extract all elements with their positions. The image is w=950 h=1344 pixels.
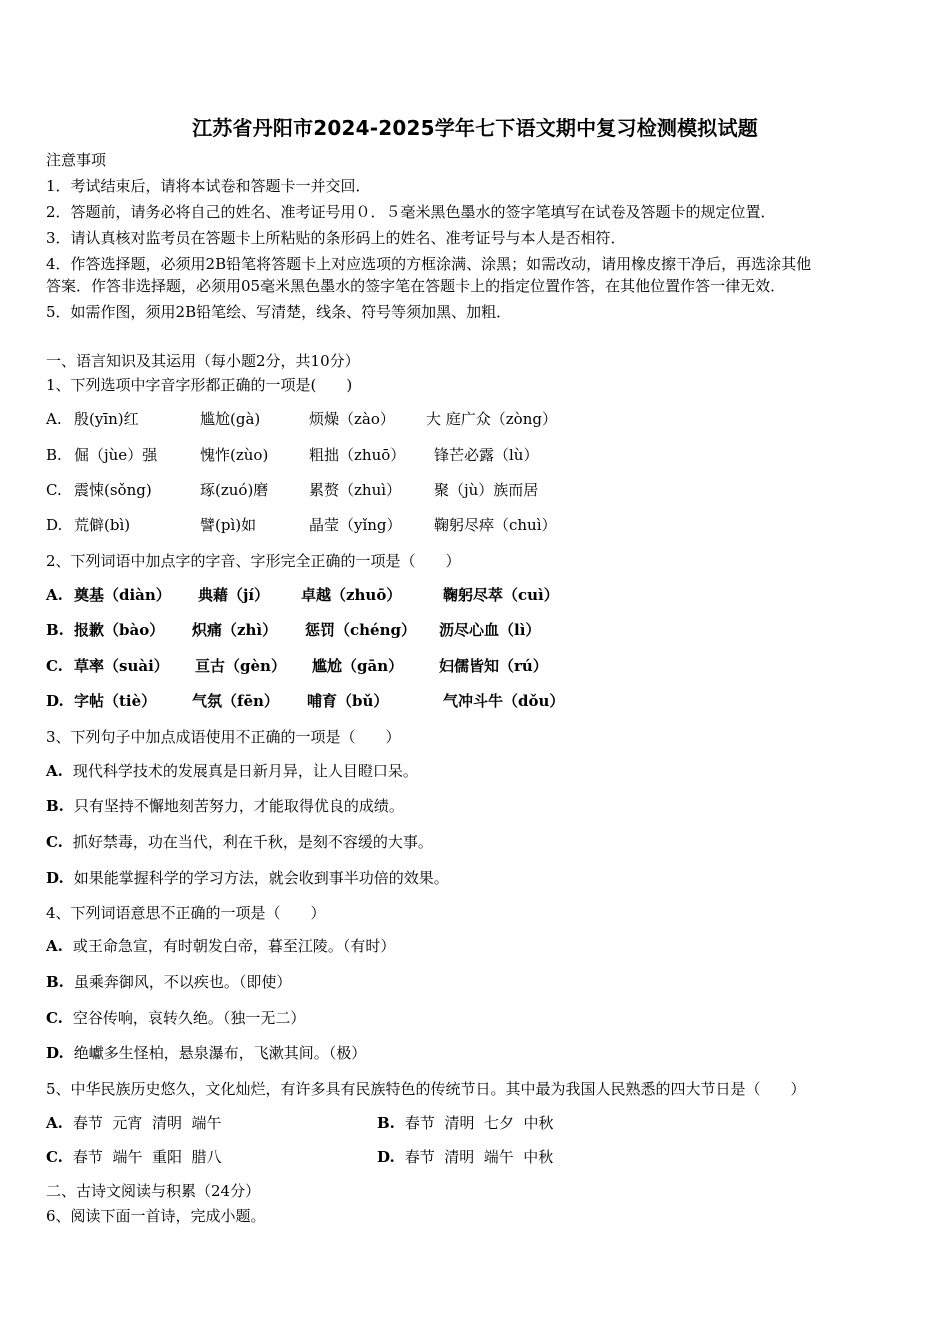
option-word: 亘古（gèn）	[195, 657, 286, 675]
note-item: 答案．作答非选择题，必须用05毫米黑色墨水的签字笔在答题卡上的指定位置作答，在其他位置作答一律无效．	[46, 277, 786, 295]
option-word: 譬(pì)如	[200, 516, 257, 534]
option-text: 或王命急宣，有时朝发白帝，暮至江陵。（有时）	[72, 937, 396, 955]
option-label: B.	[46, 797, 64, 815]
option-text: 只有坚持不懈地刻苦努力，才能取得优良的成绩。	[73, 797, 404, 815]
option-label: D.	[46, 1044, 64, 1062]
option-row	[46, 868, 449, 888]
option-word: 倔（jùe）强	[74, 446, 158, 464]
option-text: 如果能掌握科学的学习方法，就会收到事半功倍的效果。	[73, 869, 449, 887]
question-2-stem: 2、下列词语中加点字的字音、字形完全正确的一项是（ ）	[46, 552, 461, 570]
option-word: 妇儒皆知（rú）	[439, 657, 548, 675]
option-word: 鞠躬尽萃（cuì）	[443, 586, 559, 604]
option-label: A.	[46, 937, 63, 955]
notes-heading: 注意事项	[46, 151, 107, 169]
option-label: B.	[46, 446, 62, 464]
question-1-stem: 1、下列选项中字音字形都正确的一项是( )	[46, 376, 353, 394]
option-row	[46, 796, 404, 816]
option-row	[46, 761, 418, 781]
option-word: 奠基（diàn）	[74, 586, 171, 604]
option-label: C.	[46, 1009, 63, 1027]
option-text: 绝巘多生怪柏，悬泉瀑布，飞漱其间。（极）	[73, 1044, 367, 1062]
option-text: 春节 清明 端午 中秋	[404, 1148, 554, 1166]
option-word: 聚（jù）族而居	[434, 481, 539, 499]
option-text: 现代科学技术的发展真是日新月异，让人目瞪口呆。	[72, 762, 418, 780]
option-word: 琢(zuó)磨	[200, 481, 269, 499]
option-word: 气氛（fēn）	[192, 692, 279, 710]
option-word: 哺育（bǔ）	[307, 692, 389, 710]
option-row	[377, 1113, 554, 1133]
option-label: D.	[46, 516, 63, 534]
option-word: 惩罚（chéng）	[305, 621, 416, 639]
option-word: 字帖（tiè）	[74, 692, 157, 710]
option-row	[46, 972, 291, 992]
note-item: 5．如需作图，须用2B铅笔绘、写清楚，线条、符号等须加黑、加粗．	[46, 303, 512, 321]
note-item: 2．答题前，请务必将自己的姓名、准考证号用０．５毫米黑色墨水的签字笔填写在试卷及答题卡的规定位置．	[46, 203, 776, 221]
option-text: 春节 清明 七夕 中秋	[404, 1114, 554, 1132]
note-item: 4．作答选择题，必须用2B铅笔将答题卡上对应选项的方框涂满、涂黑；如需改动，请用橡皮擦干净后，再选涂其他	[46, 255, 812, 273]
option-word: 沥尽心血（lì）	[439, 621, 541, 639]
question-3-stem: 3、下列句子中加点成语使用不正确的一项是（ ）	[46, 728, 401, 746]
option-label: D.	[377, 1148, 395, 1166]
question-6-stem: 6、阅读下面一首诗，完成小题。	[46, 1207, 266, 1225]
section-1-heading: 一、语言知识及其运用（每小题2分，共10分）	[46, 352, 360, 370]
option-label: A.	[46, 586, 63, 604]
option-word: 报歉（bào）	[74, 621, 165, 639]
option-word: 锋芒必露（lù）	[434, 446, 539, 464]
option-label: B.	[46, 621, 64, 639]
option-label: C.	[46, 1148, 63, 1166]
option-row	[377, 1147, 553, 1167]
option-label: C.	[46, 657, 63, 675]
option-row	[46, 1008, 305, 1028]
option-word: 殷(yīn)红	[74, 410, 139, 428]
option-label: A.	[46, 762, 63, 780]
option-word: 典藉（jí）	[198, 586, 270, 604]
option-word: 尴尬(gà)	[200, 410, 261, 428]
question-4-stem: 4、下列词语意思不正确的一项是（ ）	[46, 904, 326, 922]
option-label: B.	[377, 1114, 395, 1132]
option-word: 卓越（zhuō）	[301, 586, 402, 604]
option-word: 草率（suài）	[74, 657, 169, 675]
option-word: 累赘（zhuì）	[309, 481, 402, 499]
option-row	[46, 1113, 221, 1133]
option-word: 晶莹（yǐng）	[309, 516, 402, 534]
option-word: 尴尬（gān）	[312, 657, 404, 675]
option-label: C.	[46, 833, 63, 851]
option-text: 春节 端午 重阳 腊八	[72, 1148, 222, 1166]
option-word: 震悚(sǒng)	[74, 481, 152, 499]
option-label: A.	[46, 1114, 63, 1132]
option-row	[46, 1043, 366, 1063]
option-text: 空谷传响，哀转久绝。（独一无二）	[72, 1009, 306, 1027]
option-label: A.	[46, 410, 62, 428]
option-word: 鞠躬尽瘁（chuì）	[434, 516, 557, 534]
option-word: 粗拙（zhuō）	[309, 446, 406, 464]
note-item: 1．考试结束后，请将本试卷和答题卡一并交回．	[46, 177, 371, 195]
option-word: 荒僻(bì)	[74, 516, 131, 534]
option-label: C.	[46, 481, 62, 499]
option-word: 炽痛（zhì）	[192, 621, 278, 639]
option-label: D.	[46, 692, 64, 710]
option-text: 抓好禁毒，功在当代，利在千秋，是刻不容缓的大事。	[72, 833, 433, 851]
option-label: B.	[46, 973, 64, 991]
option-text: 春节 元宵 清明 端午	[72, 1114, 222, 1132]
option-word: 愧怍(zùo)	[200, 446, 269, 464]
option-label: D.	[46, 869, 64, 887]
question-5-stem: 5、中华民族历史悠久，文化灿烂，有许多具有民族特色的传统节日。其中最为我国人民熟悉的四大节日是（ ）	[46, 1080, 806, 1098]
option-word: 气冲斗牛（dǒu）	[443, 692, 565, 710]
section-2-heading: 二、古诗文阅读与积累（24分）	[46, 1182, 261, 1200]
option-text: 虽乘奔御风，不以疾也。（即使）	[73, 973, 292, 991]
option-row	[46, 936, 395, 956]
exam-title: 江苏省丹阳市2024-2025学年七下语文期中复习检测模拟试题	[192, 116, 758, 140]
option-row	[46, 832, 433, 852]
option-word: 大 庭广众（zòng）	[426, 410, 557, 428]
note-item: 3．请认真核对监考员在答题卡上所粘贴的条形码上的姓名、准考证号与本人是否相符．	[46, 229, 626, 247]
option-row	[46, 1147, 222, 1167]
option-word: 烦燥（zào）	[309, 410, 395, 428]
